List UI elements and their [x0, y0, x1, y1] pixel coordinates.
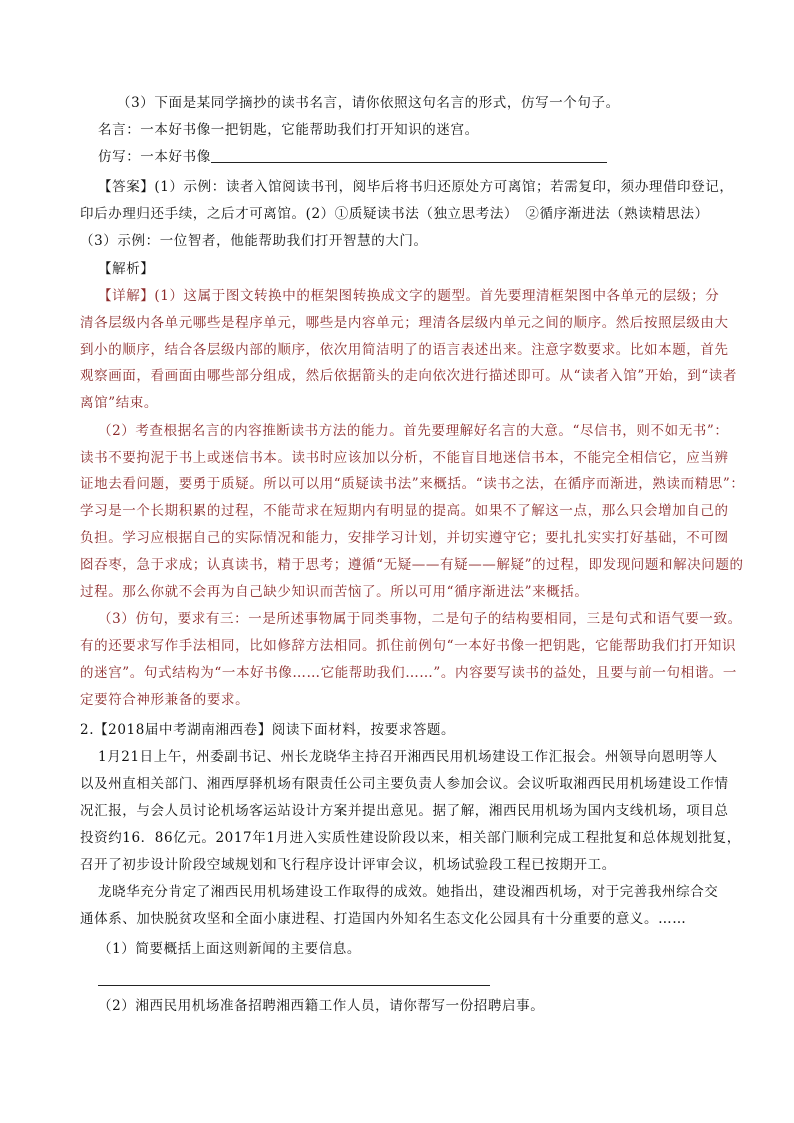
q2-para1-line: 况汇报，与会人员讨论机场客运站设计方案并提出意见。据了解，湘西民用机场为国内支线机场，项目总 — [80, 803, 729, 819]
analysis-label: 【解析】 — [98, 261, 155, 277]
q3-imitate — [98, 147, 607, 167]
detail-p2-line: 囵吞枣，急于求成；认真读书，精于思考；遵循“无疑——有疑——解疑”的过程，即发现问题和解决问题的 — [80, 557, 744, 573]
detail-p2-line: 证地去看问题，要勇于质疑。所以可以用“质疑读书法”来概括。“读书之法，在循序而渐进，熟读而精思”： — [80, 476, 745, 492]
q2-para1-line: 投资约16．86亿元。2017年1月进入实质性建设阶段以来，相关部门顺利完成工程批复和总体规划批复， — [80, 830, 741, 846]
detail-p2-line: 过程。那么你就不会再为自己缺少知识而苦恼了。所以可用“循序渐进法”来概括。 — [80, 584, 589, 600]
q2-para2-line: 龙晓华充分肯定了湘西民用机场建设工作取得的成效。她指出，建设湘西机场，对于完善我州综合交 — [98, 884, 719, 900]
answer-line-2: 印后办理归还手续，之后才可离馆。(2）①质疑读书法（独立思考法） ②循序渐进法（熟读精思法） — [80, 206, 709, 222]
detail-p1-line: 离馆”结束。 — [80, 395, 159, 411]
answer-line-3: （3）示例：一位智者，他能帮助我们打开智慧的大门。 — [80, 233, 428, 249]
detail-p3-line: 定要符合神形兼备的要求。 — [80, 692, 250, 708]
q2-para1-line: 1月21日上午，州委副书记、州长龙晓华主持召开湘西民用机场建设工作汇报会。州领导向恩明等人 — [98, 749, 718, 765]
detail-p1-line: 观察画面，看画面由哪些部分组成，然后依据箭头的走向依次进行描述即可。从“读者入馆”开始，到“读者 — [80, 368, 738, 384]
answer-line-1: 【答案】(1）示例：读者入馆阅读书刊，阅毕后将书归还原处方可离馆；若需复印，须办理借印登记， — [98, 179, 734, 195]
detail-p2-line: 读书不要拘泥于书上或迷信书本。读书时应该加以分析，不能盲目地迷信书本，不能完全相信它，应当辨 — [80, 450, 729, 466]
q2-para1-line: 以及州直相关部门、湘西厚驿机场有限责任公司主要负责人参加会议。会议听取湘西民用机场建设工作情 — [80, 776, 729, 792]
q2-para1-line: 召开了初步设计阶段空域规划和飞行程序设计评审会议，机场试验段工程已按期开工。 — [80, 857, 616, 873]
q2-para2-line: 通体系、加快脱贫攻坚和全面小康进程、打造国内外知名生态文化公园具有十分重要的意义。…… — [80, 911, 687, 927]
sub1-answer-line[interactable] — [98, 985, 490, 986]
detail-p2-line: 学习是一个长期积累的过程，不能苛求在短期内有明显的提高。如果不了解这一点，那么只会增加自己的 — [80, 503, 729, 519]
detail-p1-line: 到小的顺序，结合各层级内部的顺序，依次用简洁明了的语言表述出来。注意字数要求。比如本题，首先 — [80, 342, 729, 358]
answer-blank-line[interactable] — [211, 148, 607, 163]
q2-sub2: （2）湘西民用机场准备招聘湘西籍工作人员，请你帮写一份招聘启事。 — [98, 998, 545, 1014]
detail-p1-line: 【详解】(1）这属于图文转换中的框架图转换成文字的题型。首先要理清框架图中各单元的层级；分 — [98, 288, 720, 304]
detail-p3-line: 的迷宫”。句式结构为“一本好书像……它能帮助我们……”。内容要写读书的益处，且要与前一句相谐。一 — [80, 665, 738, 681]
detail-p2-line: 负担。学习应根据自己的实际情况和能力，安排学习计划，并切实遵守它；要扎扎实实打好基础，不可囫 — [80, 530, 729, 546]
detail-p3-line: （3）仿句，要求有三：一是所述事物属于同类事物，二是句子的结构要相同，三是句式和语气要一致。 — [98, 611, 742, 627]
q2-sub1: （1）简要概括上面这则新闻的主要信息。 — [98, 941, 361, 957]
q3-imitate-label: 仿写：一本好书像 — [98, 149, 211, 165]
q2-heading: 2.【2018届中考湖南湘西卷】阅读下面材料，按要求答题。 — [80, 722, 456, 738]
detail-p2-line: （2）考查根据名言的内容推断读书方法的能力。首先要理解好名言的大意。“尽信书，则不如无书”： — [98, 423, 729, 439]
q3-prompt: （3）下面是某同学摘抄的读书名言，请你依照这句名言的形式，仿写一个句子。 — [117, 95, 620, 111]
q3-quote: 名言：一本好书像一把钥匙，它能帮助我们打开知识的迷宫。 — [98, 122, 479, 138]
detail-p3-line: 有的还要求写作手法相同，比如修辞方法相同。抓住前例句“一本好书像一把钥匙，它能帮助我们打开知识 — [80, 638, 737, 654]
detail-p1-line: 清各层级内各单元哪些是程序单元，哪些是内容单元；理清各层级内单元之间的顺序。然后按照层级由大 — [80, 315, 729, 331]
